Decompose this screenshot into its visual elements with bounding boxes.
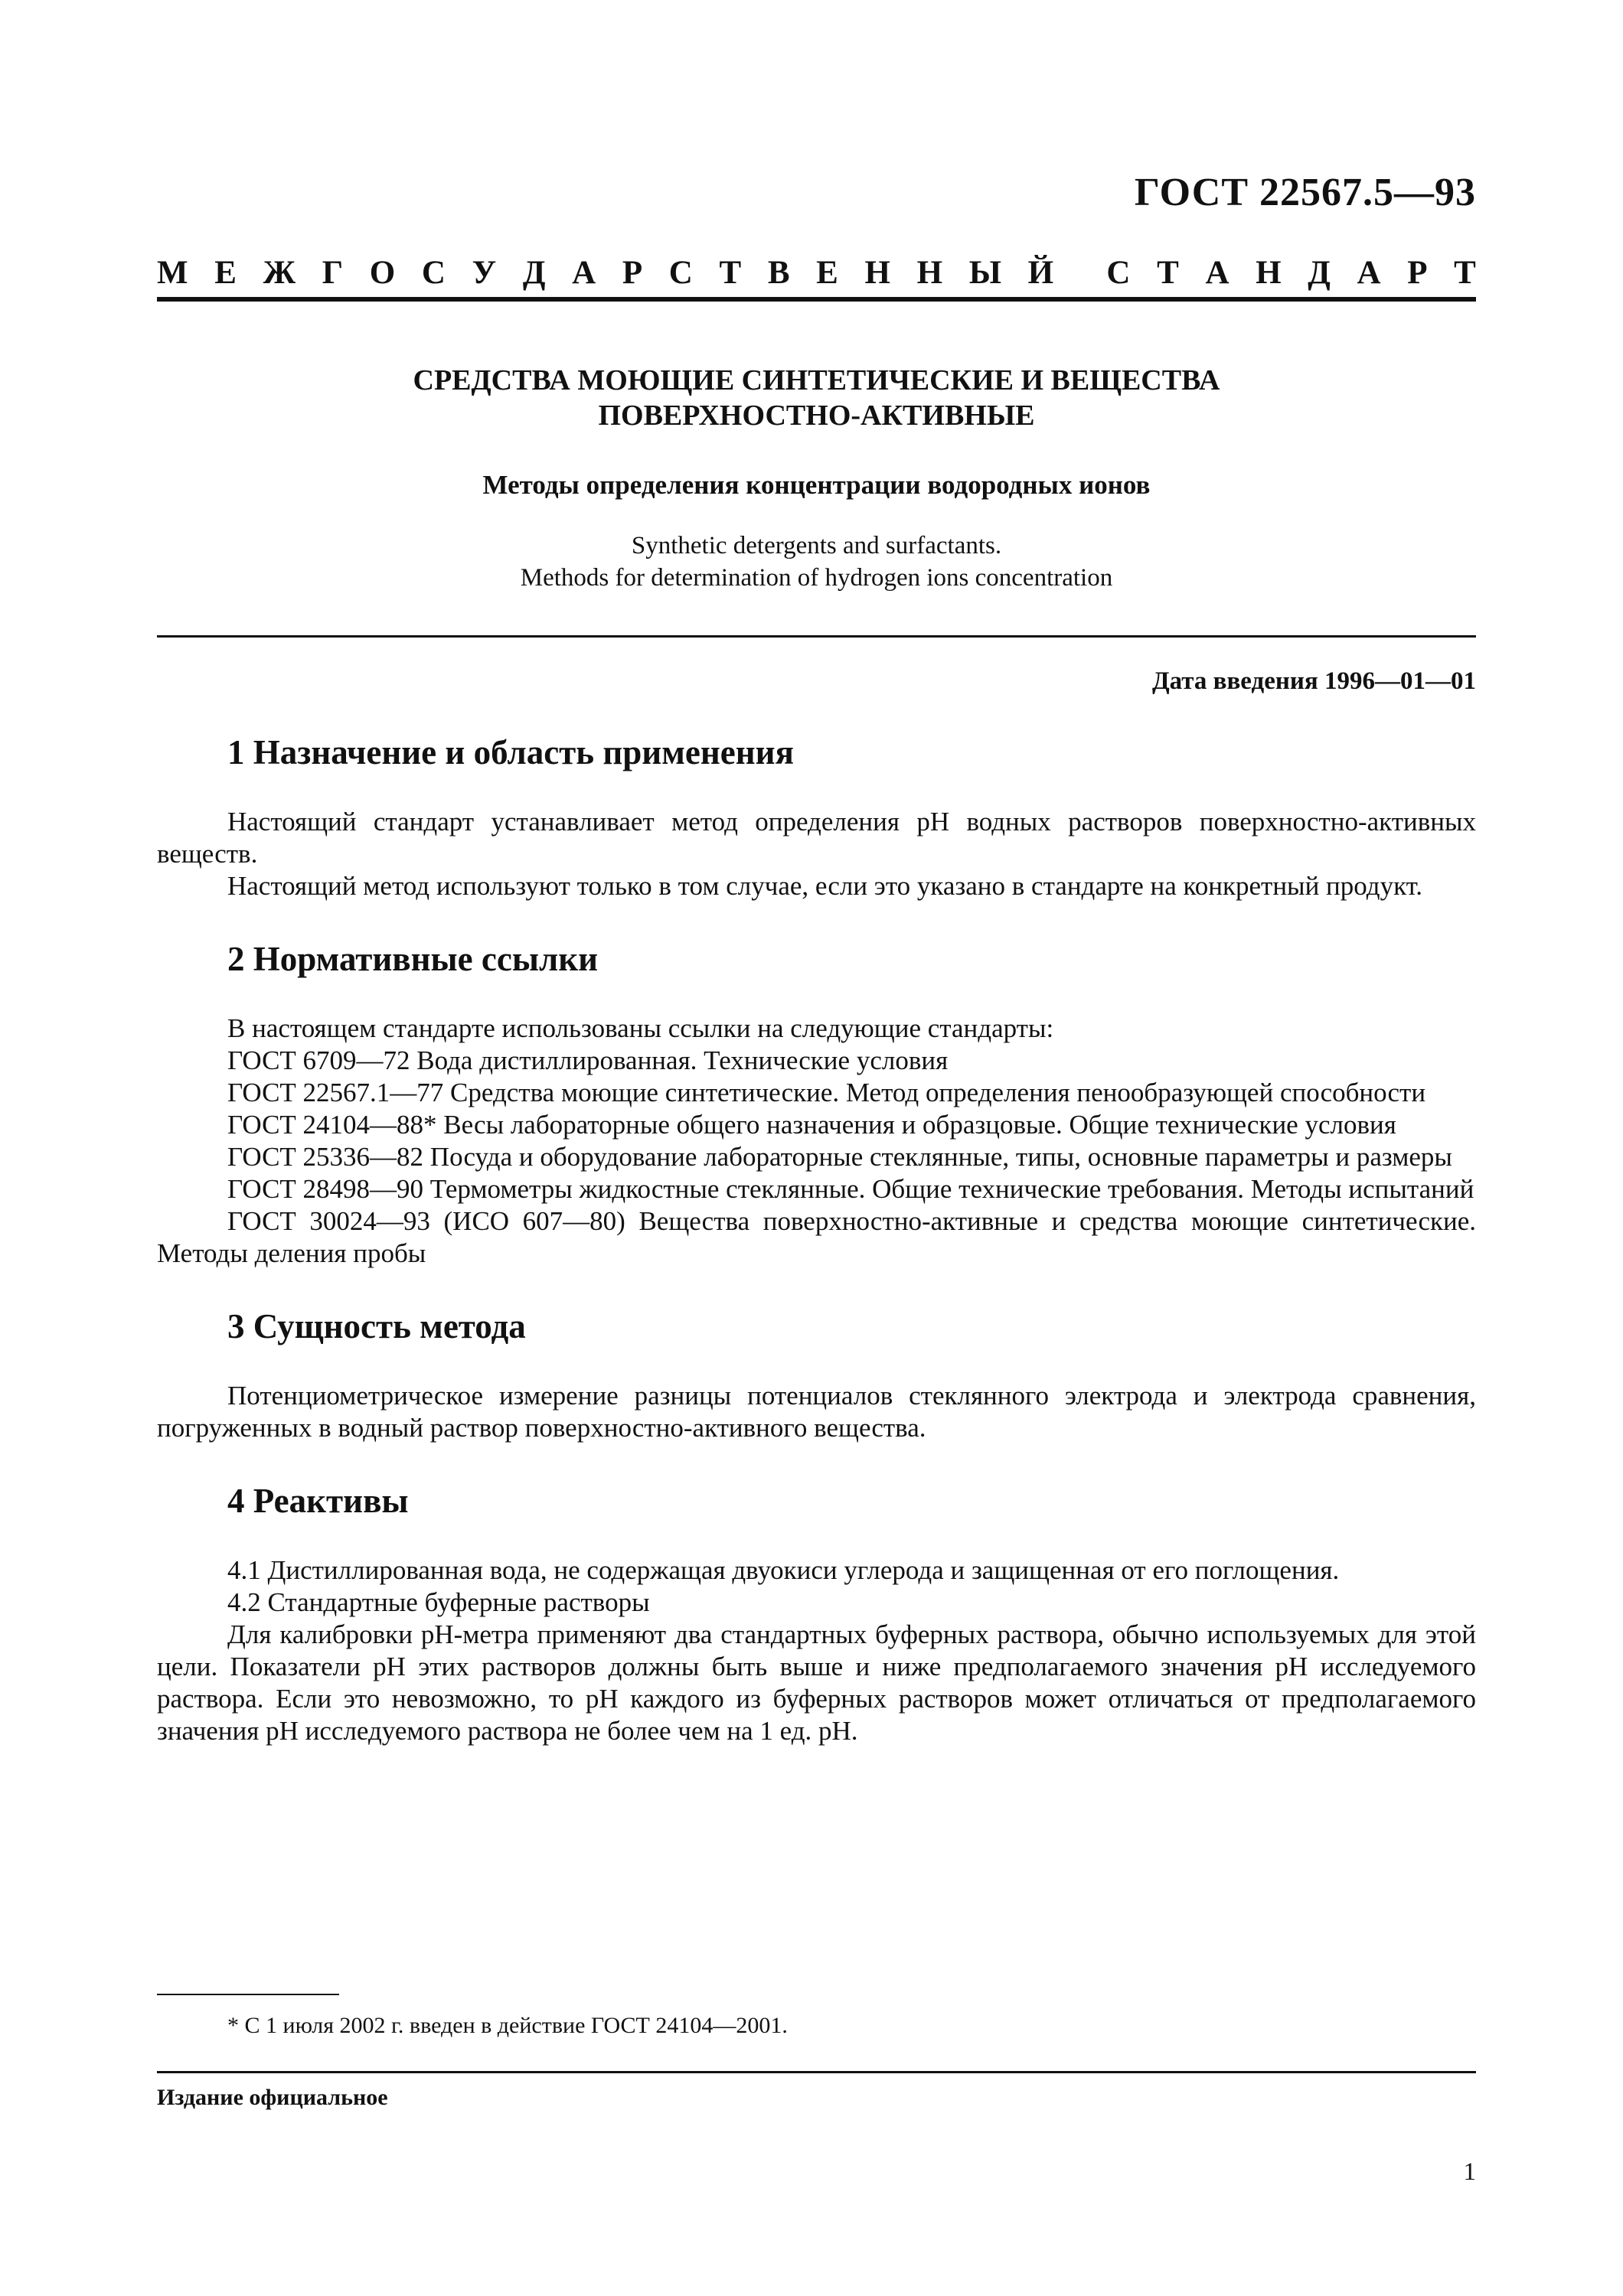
document-body [157,731,1476,1747]
banner-letter: Т [1454,255,1476,291]
banner-letter: Ж [263,255,296,291]
banner-letter: Г [322,255,344,291]
footer-divider [157,2071,1476,2073]
banner-letter: Д [1308,255,1331,291]
section-heading: 1 Назначение и область применения [227,733,794,771]
english-title-line: Synthetic detergents and surfactants. [631,532,1002,559]
reference-item: ГОСТ 28498—90 Термометры жидкостные стеклянные. Общие технические требования. Методы испытаний [227,1174,1474,1204]
banner-letter: У [472,255,497,291]
edition-label: Издание официальное [157,2085,388,2110]
banner-letter: С [668,255,693,291]
title-line: СРЕДСТВА МОЮЩИЕ СИНТЕТИЧЕСКИЕ И ВЕЩЕСТВА [413,364,1220,396]
banner-letter: М [157,255,188,291]
document-title [157,363,1476,433]
page-number: 1 [1463,2158,1476,2186]
banner-letter: Т [719,255,742,291]
paragraph: Настоящий стандарт устанавливает метод определения pH водных растворов поверхностно-активных веществ. [157,807,1476,869]
header-divider [157,297,1476,302]
reference-item: ГОСТ 22567.1—77 Средства моющие синтетические. Метод определения пенообразующей способности [227,1078,1426,1107]
banner-letter: Д [522,255,546,291]
reference-item: ГОСТ 30024—93 (ИСО 607—80) Вещества поверхностно-активные и средства моющие синтетические. Методы деления пробы [157,1206,1476,1268]
banner-letter: А [572,255,596,291]
banner-letter: Р [1407,255,1428,291]
footnote: * С 1 июля 2002 г. введен в действие ГОСТ 24104—2001. [227,2013,788,2038]
paragraph: 4.2 Стандартные буферные растворы [227,1587,650,1617]
interstate-standard-banner [157,254,1476,292]
banner-letter: Е [816,255,838,291]
section-heading: 3 Сущность метода [227,1307,526,1345]
reference-item: ГОСТ 24104—88* Весы лабораторные общего назначения и образцовые. Общие технические условия [227,1110,1396,1140]
banner-letter: Н [916,255,943,291]
title-line: ПОВЕРХНОСТНО-АКТИВНЫЕ [598,400,1035,432]
section-heading: 2 Нормативные ссылки [227,940,599,978]
banner-letter: Н [864,255,890,291]
banner-letter: О [369,255,396,291]
title-divider [157,635,1476,638]
banner-letter: Н [1256,255,1282,291]
banner-letter: Е [214,255,237,291]
section-heading: 4 Реактивы [227,1482,409,1520]
banner-letter: С [421,255,446,291]
banner-letter: В [767,255,790,291]
paragraph: Для калибровки pH-метра применяют два стандартных буферных раствора, обычно используемых для этой цели. Показатели pH этих растворов должны быть выше и ниже предполагаемого значения pH исследуемого раствора. Если это невозможно, то pH каждого из буферных растворов может отличаться от предполагаемого значения pH исследуемого раствора не более чем на 1 ед. pH. [157,1619,1476,1746]
english-title [157,530,1476,594]
reference-item: ГОСТ 6709—72 Вода дистиллированная. Технические условия [227,1045,949,1075]
footnote-divider [157,1994,339,1995]
paragraph: Потенциометрическое измерение разницы потенциалов стеклянного электрода и электрода сравнения, погруженных в водный раствор поверхностно-активного вещества. [157,1381,1476,1443]
banner-letter: Т [1157,255,1179,291]
english-title-line: Methods for determination of hydrogen ions concentration [520,564,1113,592]
banner-letter: С [1106,255,1131,291]
title-block [157,363,1476,594]
banner-letter: А [1205,255,1229,291]
paragraph: 4.1 Дистиллированная вода, не содержащая двуокиси углерода и защищенная от его поглощения. [227,1555,1340,1585]
gost-number: ГОСТ 22567.5—93 [1134,171,1476,214]
banner-letter: Р [622,255,643,291]
reference-item: ГОСТ 25336—82 Посуда и оборудование лабораторные стеклянные, типы, основные параметры и размеры [227,1142,1452,1172]
document-subtitle: Методы определения концентрации водородных ионов [482,470,1151,500]
banner-letter: Й [1027,255,1054,291]
paragraph: В настоящем стандарте использованы ссылки на следующие стандарты: [227,1013,1054,1043]
banner-letter: А [1357,255,1381,291]
paragraph: Настоящий метод используют только в том случае, если это указано в стандарте на конкретный продукт. [227,871,1423,901]
banner-letter: Ы [968,255,1001,291]
introduction-date: Дата введения 1996—01—01 [1151,667,1476,695]
